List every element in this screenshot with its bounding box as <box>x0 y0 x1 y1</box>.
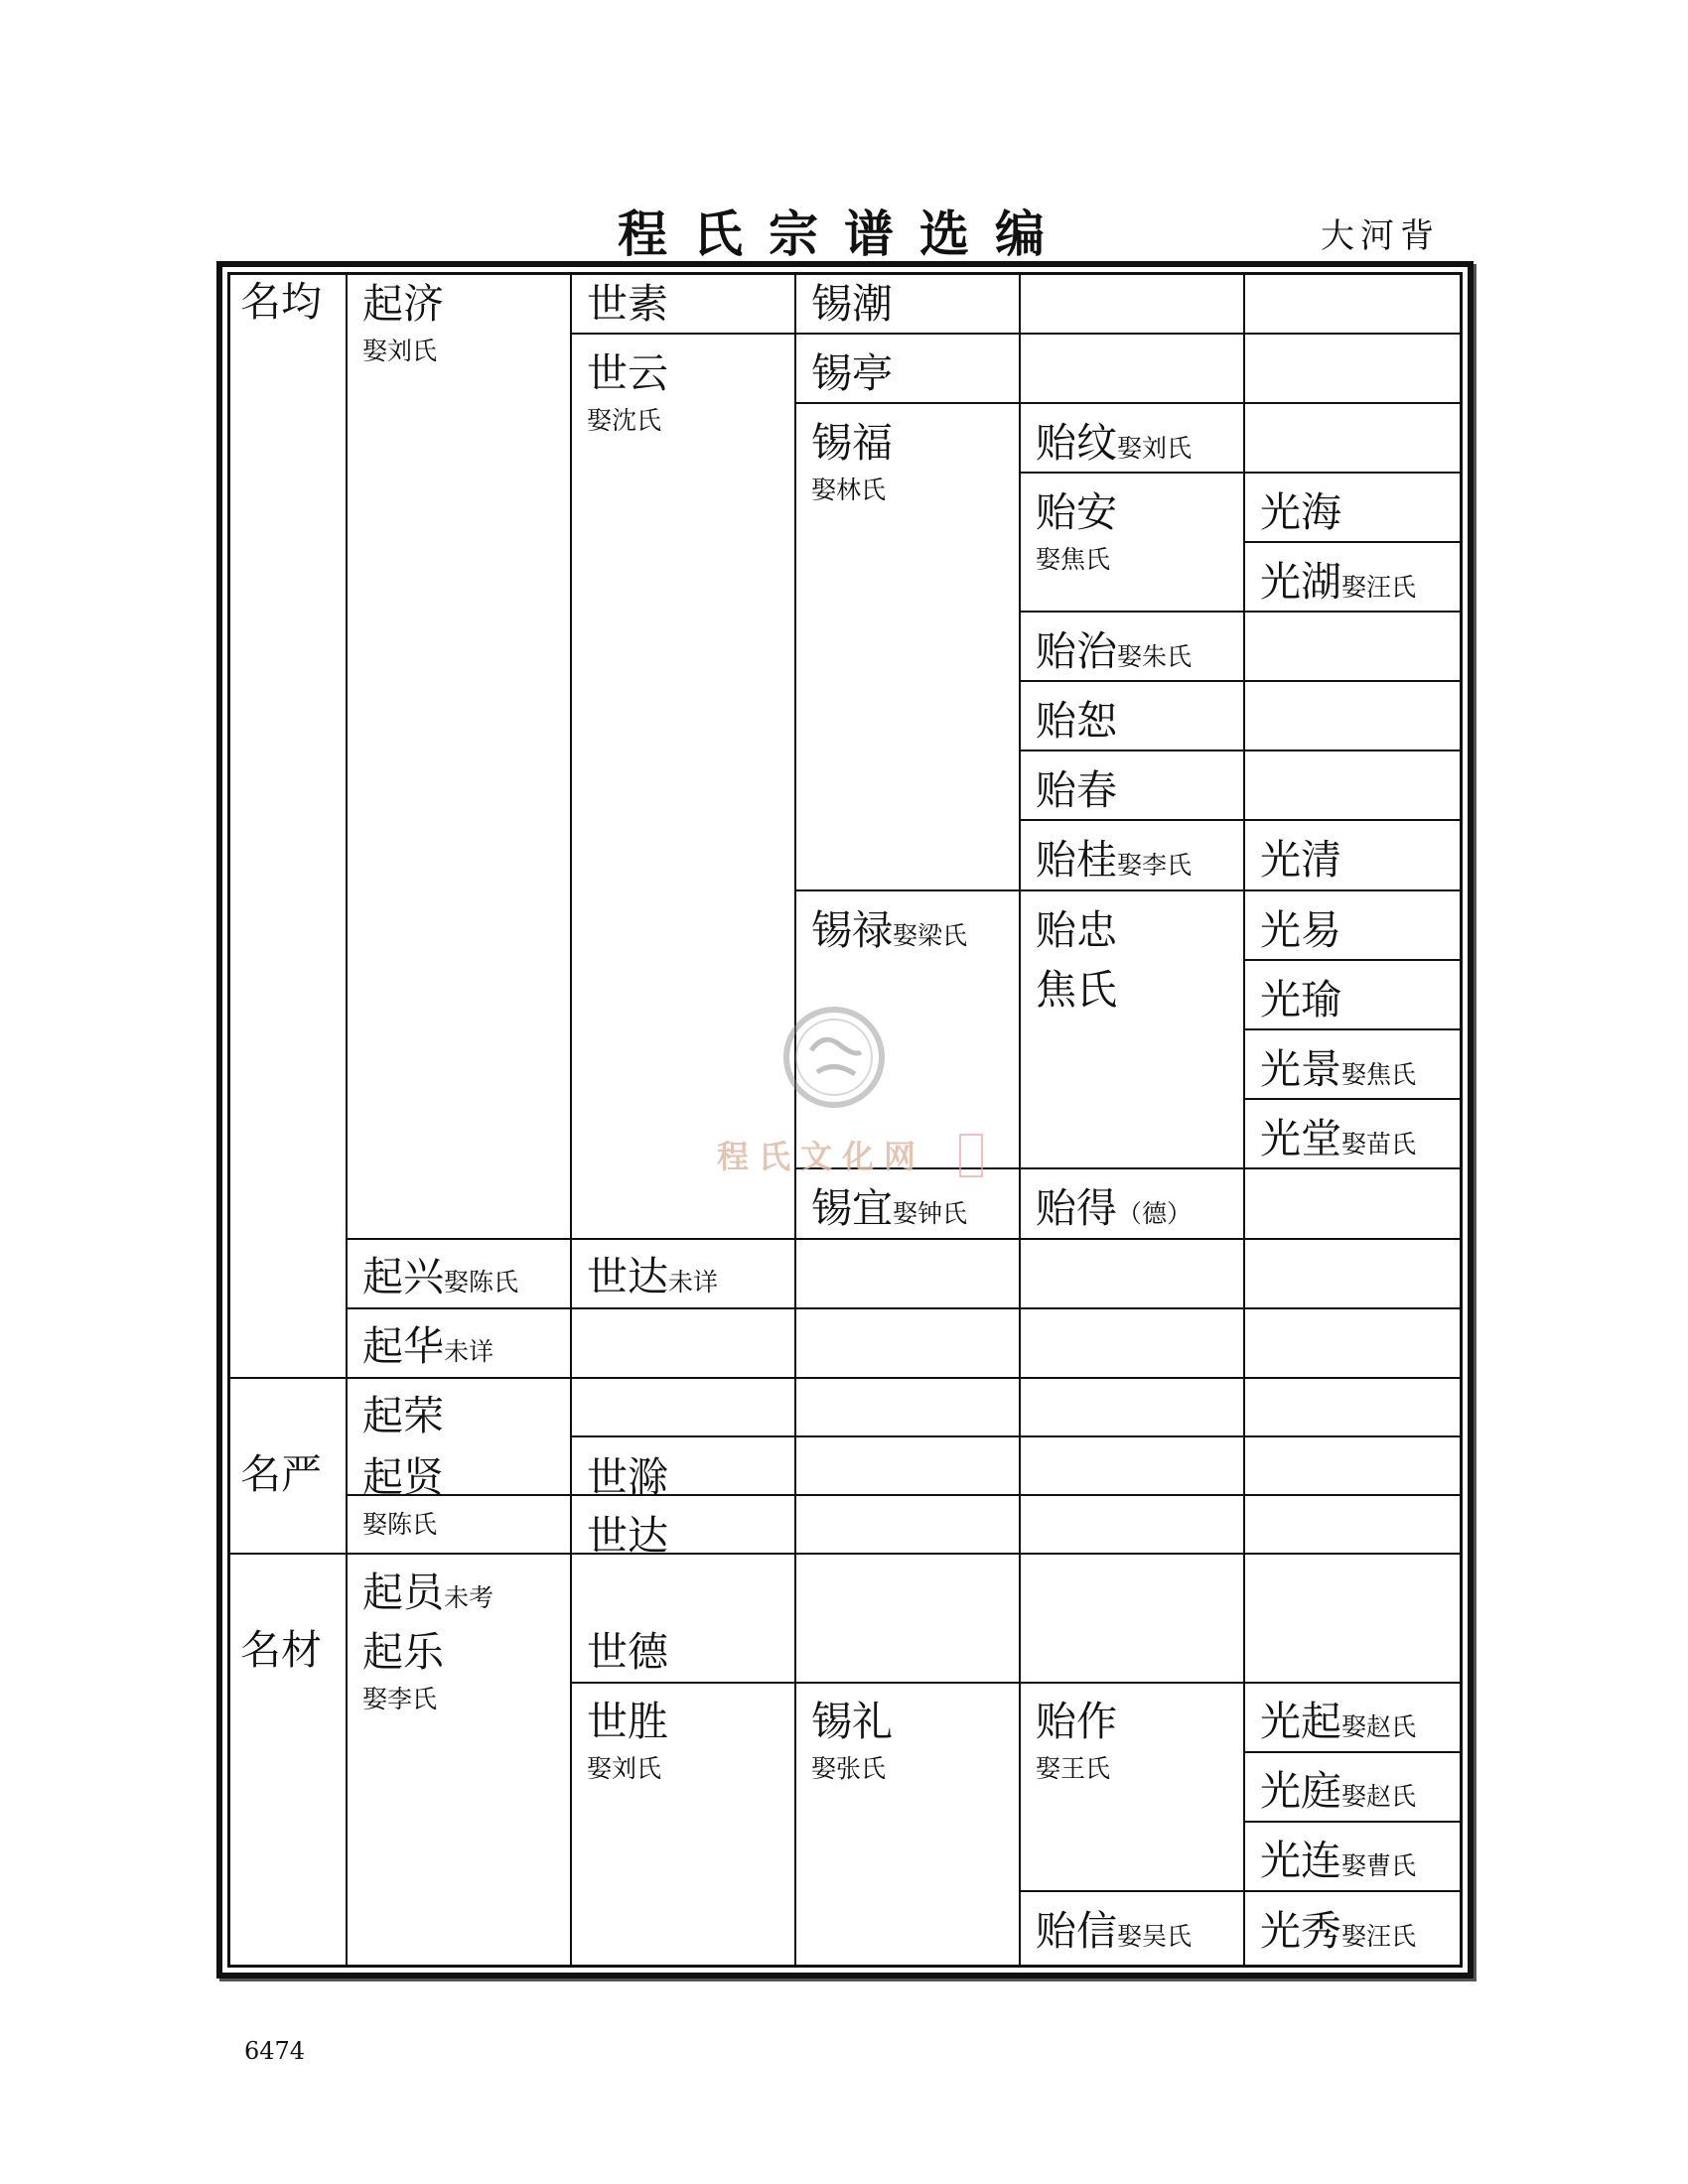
cell-name: 贻桂娶李氏 <box>1036 836 1193 884</box>
page-title: 程氏宗谱选编 <box>618 205 1070 263</box>
row-divider <box>1019 750 1463 751</box>
cell-name: 光起娶赵氏 <box>1260 1698 1417 1745</box>
cell-name: 世达 <box>587 1512 668 1560</box>
cell-spouse: 娶沈氏 <box>587 406 662 435</box>
row-divider <box>1019 819 1463 821</box>
cell-name: 锡亭 <box>811 349 893 397</box>
cell-name: 光连娶曹氏 <box>1260 1837 1417 1884</box>
cell-spouse: 娶刘氏 <box>362 337 438 365</box>
cell-name: 世达未详 <box>587 1253 719 1300</box>
cell-name: 起贤 <box>362 1453 444 1501</box>
cell-name: 起乐 <box>362 1628 444 1676</box>
cell-spouse: 娶王氏 <box>1036 1754 1111 1783</box>
cell-name: 贻作 <box>1036 1698 1117 1745</box>
cell-name: 锡礼 <box>811 1698 893 1745</box>
cell-name: 光堂娶苗氏 <box>1260 1115 1417 1162</box>
cell-name: 贻治娶朱氏 <box>1036 627 1193 675</box>
cell-name: 起济 <box>362 280 444 328</box>
col-divider <box>794 272 796 1968</box>
row-divider <box>1019 611 1463 613</box>
cell-name: 贻春 <box>1036 766 1117 814</box>
row-divider <box>227 1377 1463 1379</box>
row-divider <box>1243 1751 1463 1753</box>
cell-spouse: 娶陈氏 <box>362 1510 438 1539</box>
cell-name: 世胜 <box>587 1698 668 1745</box>
row-divider <box>794 889 1463 891</box>
row-divider <box>346 1238 1463 1240</box>
cell-name: 光景娶焦氏 <box>1260 1045 1417 1093</box>
cell-spouse: 娶林氏 <box>811 476 887 504</box>
watermark-seal-icon <box>779 1003 889 1112</box>
row-divider <box>570 333 1463 335</box>
cell-name: 光易 <box>1260 906 1341 954</box>
row-divider <box>346 1494 1463 1496</box>
col-divider <box>570 272 572 1968</box>
cell-name: 名均 <box>240 278 322 326</box>
row-divider <box>346 1307 1463 1309</box>
cell-name: 世滁 <box>587 1453 668 1501</box>
cell-spouse: 娶李氏 <box>362 1685 438 1713</box>
cell-name: 名严 <box>240 1450 322 1498</box>
cell-name: 锡福 <box>811 419 893 467</box>
row-divider <box>794 402 1463 404</box>
watermark-text: 程氏文化网 <box>717 1138 926 1175</box>
cell-spouse: 娶刘氏 <box>587 1754 662 1783</box>
row-divider <box>1243 1821 1463 1823</box>
cell-name: 贻忠 <box>1036 906 1117 954</box>
cell-name: 起华未详 <box>362 1322 494 1370</box>
row-divider <box>1019 472 1463 474</box>
cell-name: 起兴娶陈氏 <box>362 1253 519 1300</box>
cell-name: 世德 <box>587 1628 668 1676</box>
cell-name: 名材 <box>240 1626 322 1674</box>
col-divider <box>1243 272 1245 1968</box>
cell-name: 贻安 <box>1036 488 1117 536</box>
row-divider <box>1243 1028 1463 1030</box>
row-divider <box>227 1553 1463 1555</box>
col-divider <box>1019 272 1021 1968</box>
page-number: 6474 <box>244 2037 306 2065</box>
cell-name: 焦氏 <box>1036 966 1117 1014</box>
cell-name: 世云 <box>587 349 668 397</box>
cell-name: 光庭娶赵氏 <box>1260 1767 1417 1815</box>
cell-spouse: 娶张氏 <box>811 1754 887 1783</box>
cell-name: 世素 <box>587 280 668 328</box>
col-divider <box>346 272 348 1968</box>
row-divider <box>1019 680 1463 682</box>
row-divider <box>1019 1890 1463 1892</box>
cell-name: 锡禄娶梁氏 <box>811 906 968 954</box>
cell-name: 光瑜 <box>1260 976 1341 1024</box>
row-divider <box>570 1682 1463 1684</box>
cell-name: 光清 <box>1260 836 1341 884</box>
row-divider <box>570 1435 1463 1437</box>
cell-name: 锡潮 <box>811 280 893 328</box>
cell-name: 贻纹娶刘氏 <box>1036 419 1193 467</box>
row-divider <box>1243 959 1463 961</box>
cell-name: 光秀娶汪氏 <box>1260 1907 1417 1955</box>
cell-name: 锡宜娶钟氏 <box>811 1184 968 1232</box>
cell-name: 光湖娶汪氏 <box>1260 558 1417 606</box>
cell-name: 起荣 <box>362 1392 444 1439</box>
cell-name: 贻恕 <box>1036 697 1117 745</box>
cell-name: 贻得（德） <box>1036 1184 1193 1232</box>
cell-name: 贻信娶吴氏 <box>1036 1907 1193 1955</box>
row-divider <box>1243 541 1463 543</box>
watermark-stamp-icon <box>959 1134 983 1177</box>
cell-name: 光海 <box>1260 488 1341 536</box>
row-divider <box>1243 1098 1463 1100</box>
cell-spouse: 娶焦氏 <box>1036 545 1111 574</box>
cell-name: 起员未考 <box>362 1569 494 1616</box>
place-name: 大河背 <box>1321 216 1440 256</box>
